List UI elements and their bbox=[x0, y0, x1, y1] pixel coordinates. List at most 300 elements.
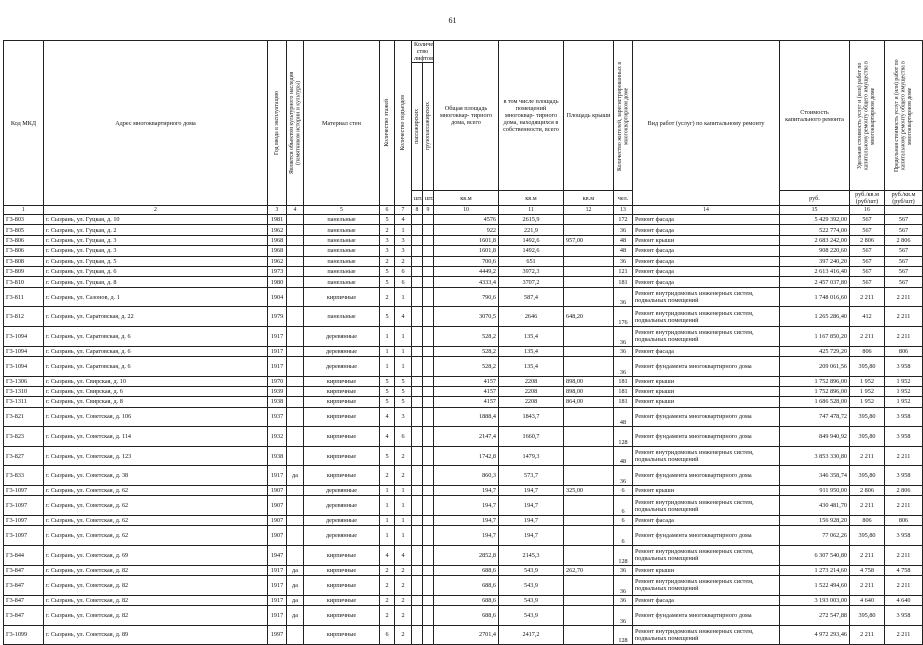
works-cell: Ремонт фундамента многоквартирного дома bbox=[633, 605, 780, 625]
year-cell: 1917 bbox=[268, 595, 287, 605]
roof-area-cell: 648,20 bbox=[564, 307, 614, 327]
column-number: 10 bbox=[434, 206, 499, 215]
max-cost-cell: 2 211 bbox=[885, 625, 923, 645]
table-row bbox=[4, 215, 923, 225]
address-cell: г. Сызрань, ул. Саратовская, д. 6 bbox=[44, 356, 268, 376]
unit-cost-cell: 2 211 bbox=[850, 625, 885, 645]
lifts-passenger-cell bbox=[412, 546, 423, 566]
lifts-freight-cell bbox=[423, 326, 434, 346]
entrances-cell: 1 bbox=[395, 486, 412, 496]
walls-cell: панельные bbox=[304, 246, 380, 256]
residents-cell: 36 bbox=[614, 346, 633, 356]
table-row bbox=[4, 466, 923, 486]
max-cost-cell: 2 211 bbox=[885, 496, 923, 516]
total-area-cell: 700,6 bbox=[434, 256, 499, 266]
column-number: 2 bbox=[44, 206, 268, 215]
code-cell: Г3-821 bbox=[4, 407, 44, 427]
cost-cell: 849 940,92 bbox=[780, 427, 850, 447]
works-cell: Ремонт внутридомовых инженерных систем, подвальных помещений bbox=[633, 496, 780, 516]
cost-cell: 1 167 850,20 bbox=[780, 326, 850, 346]
owned-area-cell: 543,9 bbox=[499, 565, 564, 575]
cost-cell: 2 683 242,00 bbox=[780, 235, 850, 245]
residents-cell: 36 bbox=[614, 565, 633, 575]
walls-cell: деревянные bbox=[304, 356, 380, 376]
code-cell: Г3-823 bbox=[4, 427, 44, 447]
total-area-cell: 688,6 bbox=[434, 605, 499, 625]
floors-cell: 5 bbox=[380, 376, 395, 386]
heritage-cell: да bbox=[287, 595, 304, 605]
residents-cell: 36 bbox=[614, 287, 633, 307]
owned-area-cell: 194,7 bbox=[499, 516, 564, 526]
walls-cell: кирпичные bbox=[304, 287, 380, 307]
residents-cell: 6 bbox=[614, 516, 633, 526]
works-cell: Ремонт крыши bbox=[633, 376, 780, 386]
residents-cell: 48 bbox=[614, 407, 633, 427]
max-cost-header: Предельная стоимость услуг и (или) работ по капитальному ремонту общего имущества в многоквартирном доме bbox=[885, 41, 923, 191]
address-cell: г. Сызрань, ул. Советская, д. 69 bbox=[44, 546, 268, 566]
works-cell: Ремонт крыши bbox=[633, 235, 780, 245]
works-cell: Ремонт фундамента многоквартирного дома bbox=[633, 407, 780, 427]
lifts-passenger-cell bbox=[412, 235, 423, 245]
unit-cost-cell: 567 bbox=[850, 277, 885, 287]
total-area-cell: 194,7 bbox=[434, 496, 499, 516]
cost-cell: 747 478,72 bbox=[780, 407, 850, 427]
cost-cell: 3 853 330,80 bbox=[780, 446, 850, 466]
year-cell: 1968 bbox=[268, 246, 287, 256]
year-cell: 1938 bbox=[268, 397, 287, 407]
heritage-cell bbox=[287, 356, 304, 376]
max-cost-cell: 567 bbox=[885, 256, 923, 266]
max-cost-cell: 1 952 bbox=[885, 386, 923, 396]
code-cell: Г3-844 bbox=[4, 546, 44, 566]
code-header: Код МКД bbox=[4, 41, 44, 206]
residents-cell: 128 bbox=[614, 546, 633, 566]
year-cell: 1973 bbox=[268, 266, 287, 276]
heritage-cell bbox=[287, 407, 304, 427]
cost-cell: 425 729,20 bbox=[780, 346, 850, 356]
residents-cell: 36 bbox=[614, 356, 633, 376]
heritage-cell bbox=[287, 256, 304, 266]
unit-cost-cell: 2 211 bbox=[850, 546, 885, 566]
code-cell: Г3-1094 bbox=[4, 356, 44, 376]
cost-cell: 5 429 392,00 bbox=[780, 215, 850, 225]
roof-area-cell bbox=[564, 526, 614, 546]
roof-area-cell bbox=[564, 225, 614, 235]
total-area-cell: 2852,8 bbox=[434, 546, 499, 566]
address-cell: г. Сызрань, ул. Свирская, д. 6 bbox=[44, 386, 268, 396]
unit-cost-cell: 2 211 bbox=[850, 326, 885, 346]
floors-cell: 5 bbox=[380, 277, 395, 287]
code-cell: Г3-1306 bbox=[4, 376, 44, 386]
roof-area-cell bbox=[564, 215, 614, 225]
works-cell: Ремонт фасада bbox=[633, 516, 780, 526]
unit-cost-header: Удельная стоимость услуг и (или) работ по капитальному ремонту общего имущества в многоквартирном доме bbox=[850, 41, 885, 191]
lifts-freight-cell bbox=[423, 446, 434, 466]
total-area-cell: 4157 bbox=[434, 376, 499, 386]
table-row bbox=[4, 235, 923, 245]
walls-cell: кирпичные bbox=[304, 427, 380, 447]
table-row bbox=[4, 307, 923, 327]
entrances-cell: 2 bbox=[395, 446, 412, 466]
entrances-cell: 2 bbox=[395, 595, 412, 605]
entrances-cell: 2 bbox=[395, 466, 412, 486]
entrances-cell: 5 bbox=[395, 386, 412, 396]
address-cell: г. Сызрань, ул. Гуцкая, д. 3 bbox=[44, 235, 268, 245]
lifts-passenger-cell bbox=[412, 266, 423, 276]
unit-cost-cell: 567 bbox=[850, 215, 885, 225]
year-cell: 1917 bbox=[268, 605, 287, 625]
column-number: 13 bbox=[614, 206, 633, 215]
unit-cost-cell: 567 bbox=[850, 225, 885, 235]
owned-area-cell: 194,7 bbox=[499, 486, 564, 496]
unit-cost-cell: 1 952 bbox=[850, 397, 885, 407]
max-cost-cell: 567 bbox=[885, 266, 923, 276]
works-cell: Ремонт фасада bbox=[633, 215, 780, 225]
lifts-passenger-cell bbox=[412, 397, 423, 407]
year-cell: 1907 bbox=[268, 526, 287, 546]
code-cell: Г3-808 bbox=[4, 256, 44, 266]
owned-area-cell: 135,4 bbox=[499, 346, 564, 356]
unit-roof-area: кв.м bbox=[564, 191, 614, 206]
code-cell: Г3-847 bbox=[4, 595, 44, 605]
table-row bbox=[4, 266, 923, 276]
column-number: 6 bbox=[380, 206, 395, 215]
roof-area-cell: 898,00 bbox=[564, 386, 614, 396]
column-number: 15 bbox=[780, 206, 850, 215]
floors-cell: 5 bbox=[380, 215, 395, 225]
total-area-cell: 528,2 bbox=[434, 326, 499, 346]
works-cell: Ремонт фундамента многоквартирного дома bbox=[633, 427, 780, 447]
unit-cost-cell: 395,80 bbox=[850, 407, 885, 427]
heritage-cell bbox=[287, 246, 304, 256]
residents-cell: 128 bbox=[614, 625, 633, 645]
owned-area-cell: 1479,3 bbox=[499, 446, 564, 466]
entrances-cell: 2 bbox=[395, 625, 412, 645]
works-cell: Ремонт крыши bbox=[633, 486, 780, 496]
cost-cell: 430 481,70 bbox=[780, 496, 850, 516]
roof-area-cell bbox=[564, 356, 614, 376]
lifts-passenger-cell bbox=[412, 565, 423, 575]
entrances-cell: 1 bbox=[395, 496, 412, 516]
max-cost-cell: 567 bbox=[885, 246, 923, 256]
cost-cell: 1 752 896,00 bbox=[780, 376, 850, 386]
works-cell: Ремонт внутридомовых инженерных систем, подвальных помещений bbox=[633, 326, 780, 346]
roof-area-cell bbox=[564, 466, 614, 486]
total-area-cell: 790,6 bbox=[434, 287, 499, 307]
address-header: Адрес многоквартирного дома bbox=[44, 41, 268, 206]
unit-cost-cell: 395,80 bbox=[850, 526, 885, 546]
works-header: Вид работ (услуг) по капитальному ремонту bbox=[633, 41, 780, 206]
lifts-passenger-cell bbox=[412, 346, 423, 356]
total-area-cell: 2147,4 bbox=[434, 427, 499, 447]
table-row bbox=[4, 496, 923, 516]
roof-area-cell bbox=[564, 427, 614, 447]
entrances-cell: 6 bbox=[395, 266, 412, 276]
walls-cell: панельные bbox=[304, 277, 380, 287]
residents-cell: 176 bbox=[614, 307, 633, 327]
unit-cost-cell: 395,80 bbox=[850, 466, 885, 486]
total-area-cell: 4576 bbox=[434, 215, 499, 225]
code-cell: Г3-847 bbox=[4, 605, 44, 625]
roof-area-cell bbox=[564, 326, 614, 346]
floors-cell: 2 bbox=[380, 605, 395, 625]
works-cell: Ремонт внутридомовых инженерных систем, подвальных помещений bbox=[633, 446, 780, 466]
address-cell: г. Сызрань, ул. Гуцкая, д. 6 bbox=[44, 266, 268, 276]
lifts-freight-cell bbox=[423, 235, 434, 245]
lifts-header: Количе ство лифтов bbox=[412, 41, 434, 63]
max-cost-cell: 2 211 bbox=[885, 326, 923, 346]
address-cell: г. Сызрань, ул. Гуцкая, д. 8 bbox=[44, 277, 268, 287]
max-cost-cell: 2 211 bbox=[885, 446, 923, 466]
owned-area-cell: 1660,7 bbox=[499, 427, 564, 447]
roof-area-cell bbox=[564, 625, 614, 645]
lifts-passenger-cell bbox=[412, 625, 423, 645]
heritage-cell bbox=[287, 526, 304, 546]
entrances-cell: 3 bbox=[395, 235, 412, 245]
total-area-cell: 4333,4 bbox=[434, 277, 499, 287]
floors-cell: 5 bbox=[380, 386, 395, 396]
unit-total-area: кв.м bbox=[434, 191, 499, 206]
cost-cell: 1 748 016,60 bbox=[780, 287, 850, 307]
address-cell: г. Сызрань, ул. Советская, д. 62 bbox=[44, 516, 268, 526]
cost-cell: 522 774,00 bbox=[780, 225, 850, 235]
entrances-cell: 1 bbox=[395, 526, 412, 546]
entrances-cell: 1 bbox=[395, 346, 412, 356]
total-area-cell: 1888,4 bbox=[434, 407, 499, 427]
residents-cell: 48 bbox=[614, 246, 633, 256]
cost-cell: 908 220,60 bbox=[780, 246, 850, 256]
walls-cell: деревянные bbox=[304, 516, 380, 526]
total-area-cell: 688,6 bbox=[434, 595, 499, 605]
floors-cell: 1 bbox=[380, 526, 395, 546]
entrances-cell: 4 bbox=[395, 546, 412, 566]
table-row bbox=[4, 397, 923, 407]
unit-max-cost: руб./кв.м (руб/шт) bbox=[885, 191, 923, 206]
owned-area-cell: 2615,9 bbox=[499, 215, 564, 225]
address-cell: г. Сызрань, ул. Советская, д. 62 bbox=[44, 496, 268, 516]
lifts-passenger-cell bbox=[412, 486, 423, 496]
unit-lifts-passenger: шт. bbox=[412, 191, 423, 206]
table-row bbox=[4, 427, 923, 447]
code-cell: Г3-1310 bbox=[4, 386, 44, 396]
walls-cell: деревянные bbox=[304, 526, 380, 546]
lifts-freight-cell bbox=[423, 277, 434, 287]
lifts-passenger-cell bbox=[412, 446, 423, 466]
code-cell: Г3-827 bbox=[4, 446, 44, 466]
walls-cell: панельные bbox=[304, 266, 380, 276]
column-number: 5 bbox=[304, 206, 380, 215]
column-number: 7 bbox=[395, 206, 412, 215]
unit-cost-cell: 2 211 bbox=[850, 446, 885, 466]
code-cell: Г3-1097 bbox=[4, 486, 44, 496]
column-number: 11 bbox=[499, 206, 564, 215]
address-cell: г. Сызрань, ул. Советская, д. 82 bbox=[44, 605, 268, 625]
max-cost-cell: 2 211 bbox=[885, 307, 923, 327]
table-row bbox=[4, 407, 923, 427]
lifts-freight-cell bbox=[423, 215, 434, 225]
roof-area-cell bbox=[564, 287, 614, 307]
year-cell: 1981 bbox=[268, 215, 287, 225]
cost-cell: 1 752 896,00 bbox=[780, 386, 850, 396]
cost-cell: 2 613 416,40 bbox=[780, 266, 850, 276]
floors-cell: 2 bbox=[380, 576, 395, 596]
heritage-cell bbox=[287, 625, 304, 645]
heritage-cell bbox=[287, 486, 304, 496]
heritage-cell: да bbox=[287, 565, 304, 575]
residents-cell: 6 bbox=[614, 496, 633, 516]
floors-cell: 4 bbox=[380, 546, 395, 566]
lifts-freight-cell bbox=[423, 466, 434, 486]
address-cell: г. Сызрань, ул. Свирская, д. 8 bbox=[44, 397, 268, 407]
lifts-freight-cell bbox=[423, 225, 434, 235]
floors-cell: 1 bbox=[380, 356, 395, 376]
address-cell: г. Сызрань, ул. Гуцкая, д. 5 bbox=[44, 256, 268, 266]
unit-residents: чел. bbox=[614, 191, 633, 206]
entrances-cell: 3 bbox=[395, 246, 412, 256]
floors-cell: 5 bbox=[380, 446, 395, 466]
lifts-freight-cell bbox=[423, 605, 434, 625]
entrances-cell: 1 bbox=[395, 326, 412, 346]
floors-cell: 3 bbox=[380, 246, 395, 256]
works-cell: Ремонт внутридомовых инженерных систем, подвальных помещений bbox=[633, 546, 780, 566]
unit-cost: руб. bbox=[780, 191, 850, 206]
cost-cell: 1 686 528,00 bbox=[780, 397, 850, 407]
floors-cell: 1 bbox=[380, 346, 395, 356]
heritage-cell bbox=[287, 427, 304, 447]
works-cell: Ремонт фасада bbox=[633, 346, 780, 356]
unit-cost-cell: 2 211 bbox=[850, 287, 885, 307]
total-area-cell: 4157 bbox=[434, 397, 499, 407]
table-row bbox=[4, 595, 923, 605]
heritage-cell bbox=[287, 307, 304, 327]
owned-area-cell: 3707,2 bbox=[499, 277, 564, 287]
total-area-cell: 194,7 bbox=[434, 526, 499, 546]
works-cell: Ремонт крыши bbox=[633, 397, 780, 407]
lifts-freight-cell bbox=[423, 246, 434, 256]
year-cell: 1979 bbox=[268, 307, 287, 327]
owned-area-cell: 221,9 bbox=[499, 225, 564, 235]
walls-cell: панельные bbox=[304, 307, 380, 327]
year-cell: 1947 bbox=[268, 546, 287, 566]
heritage-cell bbox=[287, 346, 304, 356]
entrances-cell: 6 bbox=[395, 277, 412, 287]
roof-area-cell bbox=[564, 546, 614, 566]
floors-cell: 6 bbox=[380, 625, 395, 645]
address-cell: г. Сызрань, ул. Советская, д. 82 bbox=[44, 595, 268, 605]
owned-area-cell: 194,7 bbox=[499, 526, 564, 546]
column-number: 1 bbox=[4, 206, 44, 215]
walls-cell: деревянные bbox=[304, 486, 380, 496]
lifts-freight-cell bbox=[423, 256, 434, 266]
walls-cell: кирпичные bbox=[304, 466, 380, 486]
lifts-passenger-cell bbox=[412, 516, 423, 526]
floors-cell: 2 bbox=[380, 565, 395, 575]
unit-cost-cell: 2 806 bbox=[850, 486, 885, 496]
lifts-passenger-cell bbox=[412, 526, 423, 546]
max-cost-cell: 2 806 bbox=[885, 235, 923, 245]
table-row bbox=[4, 277, 923, 287]
residents-cell: 48 bbox=[614, 446, 633, 466]
total-area-cell: 688,6 bbox=[434, 565, 499, 575]
owned-area-cell: 3972,3 bbox=[499, 266, 564, 276]
year-cell: 1937 bbox=[268, 407, 287, 427]
floors-cell: 2 bbox=[380, 256, 395, 266]
table-row bbox=[4, 386, 923, 396]
table-row bbox=[4, 565, 923, 575]
column-number bbox=[885, 206, 923, 215]
max-cost-cell: 3 958 bbox=[885, 605, 923, 625]
residents-cell: 6 bbox=[614, 526, 633, 546]
code-cell: Г3-806 bbox=[4, 235, 44, 245]
works-cell: Ремонт внутридомовых инженерных систем, подвальных помещений bbox=[633, 576, 780, 596]
entrances-cell: 6 bbox=[395, 427, 412, 447]
works-cell: Ремонт фасада bbox=[633, 277, 780, 287]
heritage-cell bbox=[287, 266, 304, 276]
total-area-cell: 860,3 bbox=[434, 466, 499, 486]
lifts-passenger-cell bbox=[412, 246, 423, 256]
owned-area-cell: 573,7 bbox=[499, 466, 564, 486]
owned-area-cell: 2145,3 bbox=[499, 546, 564, 566]
floors-cell: 5 bbox=[380, 307, 395, 327]
table-row bbox=[4, 326, 923, 346]
unit-unit-cost: руб./кв.м (руб/шт) bbox=[850, 191, 885, 206]
lifts-passenger-cell bbox=[412, 277, 423, 287]
code-cell: Г3-806 bbox=[4, 246, 44, 256]
floors-cell: 4 bbox=[380, 427, 395, 447]
year-cell: 1970 bbox=[268, 376, 287, 386]
roof-area-cell: 957,00 bbox=[564, 235, 614, 245]
entrances-cell: 1 bbox=[395, 225, 412, 235]
roof-area-cell: 898,00 bbox=[564, 376, 614, 386]
lifts-passenger-cell bbox=[412, 595, 423, 605]
unit-cost-cell: 4 758 bbox=[850, 565, 885, 575]
code-cell: Г3-811 bbox=[4, 287, 44, 307]
floors-cell: 4 bbox=[380, 407, 395, 427]
floors-cell: 2 bbox=[380, 466, 395, 486]
max-cost-cell: 567 bbox=[885, 225, 923, 235]
total-area-cell: 1742,8 bbox=[434, 446, 499, 466]
table-row bbox=[4, 546, 923, 566]
entrances-cell: 1 bbox=[395, 516, 412, 526]
floors-cell: 1 bbox=[380, 496, 395, 516]
roof-area-cell bbox=[564, 246, 614, 256]
cost-header: Стоимость капитального ремонта bbox=[780, 41, 850, 191]
residents-cell: 128 bbox=[614, 427, 633, 447]
entrances-cell: 2 bbox=[395, 256, 412, 266]
walls-cell: панельные bbox=[304, 215, 380, 225]
entrances-cell: 2 bbox=[395, 605, 412, 625]
total-area-header: Общая площадь многоквар- тирного дома, всего bbox=[434, 41, 499, 191]
lifts-freight-cell bbox=[423, 427, 434, 447]
unit-cost-cell: 395,80 bbox=[850, 427, 885, 447]
table-row bbox=[4, 346, 923, 356]
entrances-cell: 4 bbox=[395, 307, 412, 327]
residents-cell: 181 bbox=[614, 277, 633, 287]
capital-repair-table bbox=[3, 40, 923, 645]
unit-cost-cell: 1 952 bbox=[850, 376, 885, 386]
address-cell: г. Сызрань, ул. Сазонов, д. 1 bbox=[44, 287, 268, 307]
walls-cell: кирпичные bbox=[304, 397, 380, 407]
floors-cell: 1 bbox=[380, 326, 395, 346]
unit-cost-cell: 2 211 bbox=[850, 496, 885, 516]
heritage-cell bbox=[287, 225, 304, 235]
table-row bbox=[4, 256, 923, 266]
owned-area-cell: 543,9 bbox=[499, 595, 564, 605]
heritage-cell bbox=[287, 496, 304, 516]
residents-cell: 36 bbox=[614, 595, 633, 605]
lifts-passenger-cell bbox=[412, 427, 423, 447]
table-row bbox=[4, 526, 923, 546]
